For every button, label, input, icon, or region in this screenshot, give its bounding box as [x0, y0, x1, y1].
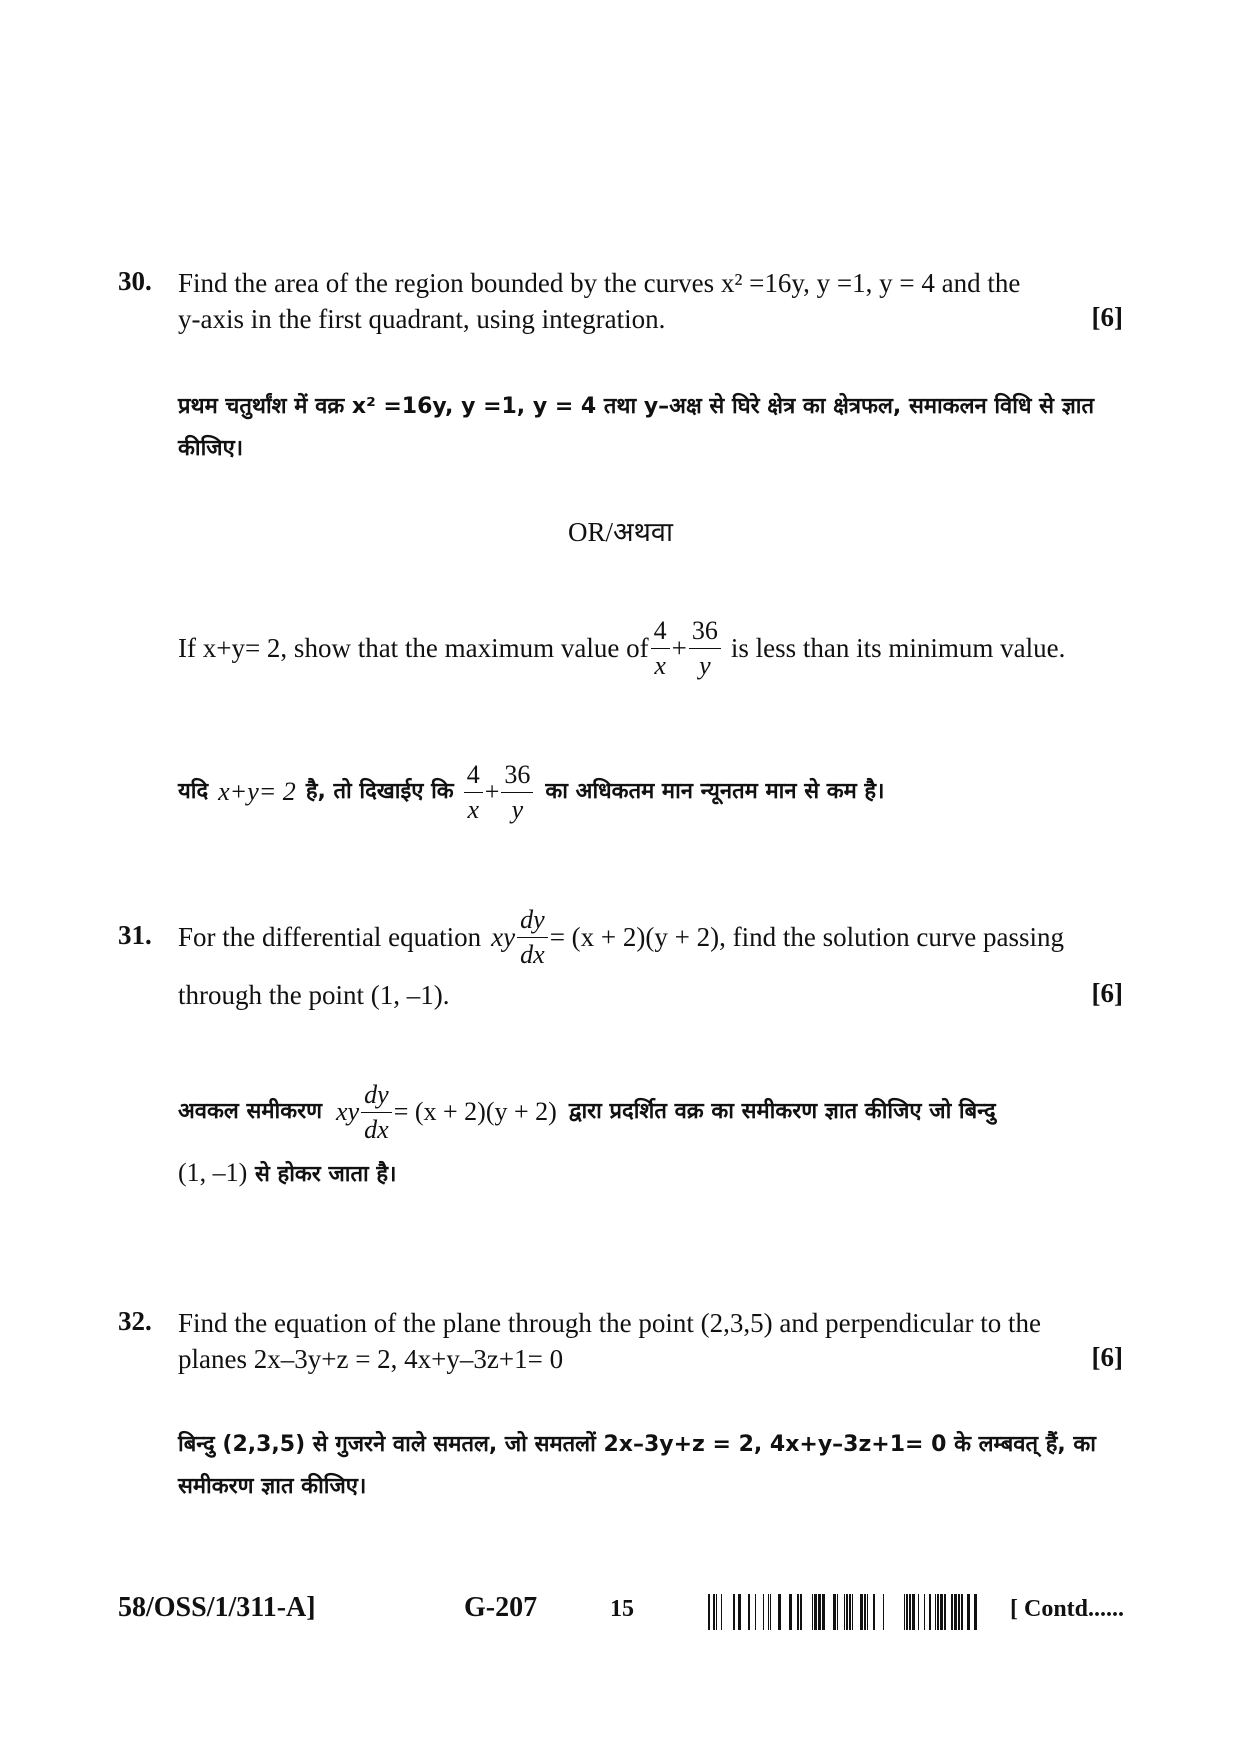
or-separator: OR/अथवा — [568, 517, 673, 547]
q31-hi-prefix: अवकल समीकरण — [178, 1099, 323, 1124]
q31-hi-suffix: द्वारा प्रदर्शित वक्र का समीकरण ज्ञात कीजिए जो बिन्दु — [568, 1099, 996, 1124]
barcode-bar — [748, 1594, 750, 1630]
plus-sign: + — [484, 777, 500, 806]
barcode-bar — [940, 1594, 943, 1630]
q32-hindi-line1: बिन्दु (2,3,5) से गुजरने वाले समतल, जो समतलों 2x–3y+z = 2, 4x+y–3z+1= 0 के लम्बवत् हैं, का — [178, 1432, 1096, 1457]
q32-english-line1: Find the equation of the plane through the point (2,3,5) and perpendicular to the — [178, 1308, 1042, 1338]
fraction-36-over-y — [689, 614, 721, 683]
q31-marks: [6] — [1091, 978, 1123, 1008]
q31-hi-rest: से होकर जाता है। — [255, 1162, 397, 1187]
barcode-bar — [846, 1594, 848, 1630]
q31-english-line2: through the point (1, –1). — [178, 980, 450, 1010]
alt-hi-condition: x+y= 2 — [218, 777, 296, 806]
barcode-bar — [789, 1594, 792, 1630]
barcode-bar — [822, 1594, 825, 1630]
barcode-bar — [797, 1594, 799, 1630]
eq-rhs: = (x + 2)(y + 2) — [393, 1097, 557, 1126]
eq-xy: xy — [336, 1097, 360, 1126]
barcode-bar — [937, 1594, 939, 1630]
alt-en-suffix: is less than its minimum value. — [730, 633, 1066, 663]
frac-denominator: dx — [364, 1114, 389, 1144]
frac-denominator: x — [467, 794, 479, 824]
q32-marks: [6] — [1091, 1342, 1123, 1372]
barcode-bar — [770, 1594, 771, 1630]
frac-denominator: x — [654, 650, 666, 680]
alt-hi-mid: है, तो दिखाईए कि — [305, 779, 454, 804]
barcode-bar — [918, 1594, 919, 1630]
barcode-bar — [763, 1594, 764, 1630]
barcode-bar — [778, 1594, 781, 1630]
q31-en-prefix: For the differential equation — [178, 922, 482, 952]
alt-en-prefix: If x+y= 2, show that the maximum value of — [178, 633, 649, 663]
barcode-bar — [904, 1594, 905, 1630]
question-number-32: 32. — [118, 1306, 152, 1336]
barcode-bar — [867, 1594, 868, 1630]
question-number-30: 30. — [118, 266, 152, 296]
barcode-bar — [768, 1594, 769, 1630]
barcode-bar — [958, 1594, 960, 1630]
continued-label: [ Contd...... — [1010, 1596, 1125, 1622]
barcode-bar — [883, 1594, 884, 1630]
eq-rhs: = (x + 2)(y + 2) — [549, 922, 720, 952]
barcode-bar — [967, 1594, 970, 1630]
q30-marks: [6] — [1091, 302, 1123, 332]
barcode-bar — [738, 1594, 741, 1630]
barcode-bar — [818, 1594, 821, 1630]
barcode-bar — [713, 1594, 715, 1630]
q31-hi-point: (1, –1) — [178, 1158, 248, 1187]
barcode-bar — [906, 1594, 908, 1630]
frac-denominator: y — [511, 794, 524, 824]
q32-hindi-line2: समीकरण ज्ञात कीजिए। — [178, 1474, 367, 1499]
q32-english-line2: planes 2x–3y+z = 2, 4x+y–3z+1= 0 — [178, 1344, 564, 1374]
barcode-bar — [755, 1594, 756, 1630]
fraction-4-over-x — [651, 614, 670, 683]
series-code: G-207 — [464, 1592, 538, 1623]
barcode-bar — [951, 1594, 953, 1630]
barcode-bar — [961, 1594, 963, 1630]
frac-numerator: 36 — [501, 758, 533, 793]
derivative-dy-dx — [517, 903, 548, 972]
alt-hi-prefix: यदि — [178, 779, 209, 804]
question-number-31: 31. — [118, 920, 152, 950]
barcode-bar — [708, 1594, 710, 1630]
q31-hindi-line1 — [178, 1068, 1123, 1156]
q31-english-line1 — [178, 890, 1123, 984]
barcode-bar — [873, 1594, 875, 1630]
barcode-bar — [912, 1594, 915, 1630]
barcode-bar — [864, 1594, 866, 1630]
plus-sign: + — [671, 633, 687, 663]
fraction-36-over-y — [501, 758, 533, 827]
barcode-bar — [844, 1594, 845, 1630]
barcode-bar — [837, 1594, 838, 1630]
frac-denominator: y — [699, 650, 711, 680]
barcode-bar — [716, 1594, 717, 1630]
barcode-bar — [814, 1594, 817, 1630]
frac-numerator: 4 — [464, 758, 483, 793]
frac-denominator: dx — [520, 939, 545, 969]
q30-english-line2: y-axis in the first quadrant, using integration. — [178, 304, 666, 334]
frac-numerator: 4 — [651, 614, 670, 649]
barcode-bar — [733, 1594, 735, 1630]
q30-english-line1: Find the area of the region bounded by the curves x² =16y, y =1, y = 4 and the — [178, 268, 1021, 298]
barcode-bar — [909, 1594, 911, 1630]
alt-hi-suffix: का अधिकतम मान न्यूनतम मान से कम है। — [545, 779, 885, 804]
fraction-4-over-x — [464, 758, 483, 827]
barcode-bar — [924, 1594, 925, 1630]
frac-numerator: dy — [361, 1078, 392, 1113]
barcode-bar — [935, 1594, 936, 1630]
frac-numerator: 36 — [689, 614, 721, 649]
barcode-bar — [944, 1594, 946, 1630]
q30-hindi-line2: कीजिए। — [178, 436, 244, 461]
q31-hindi-line2 — [178, 1152, 1123, 1196]
barcode-bar — [833, 1594, 836, 1630]
barcode-bar — [800, 1594, 802, 1630]
eq-xy: xy — [491, 922, 516, 952]
paper-code: 58/OSS/1/311-A] — [118, 1592, 316, 1623]
barcode-bar — [852, 1594, 853, 1630]
barcode-bar — [849, 1594, 851, 1630]
barcode-bar — [954, 1594, 957, 1630]
barcode-image — [708, 1594, 983, 1630]
derivative-dy-dx — [361, 1078, 392, 1147]
q30-hindi-line1: प्रथम चतुर्थांश में वक्र x² =16y, y =1, y = 4 तथा y–अक्ष से घिरे क्षेत्र का क्षेत्रफल, समाकलन विधि से ज्ञात — [178, 394, 1095, 419]
barcode-bar — [974, 1594, 977, 1630]
q31-en-suffix: , find the solution curve passing — [719, 922, 1065, 952]
q30-alternative-english — [178, 608, 1065, 688]
q30-alternative-hindi — [178, 752, 1123, 832]
page-number: 15 — [610, 1596, 634, 1622]
barcode-bar — [860, 1594, 863, 1630]
frac-numerator: dy — [517, 903, 548, 938]
barcode-bar — [929, 1594, 931, 1630]
barcode-bar — [812, 1594, 813, 1630]
barcode-bar — [721, 1594, 722, 1630]
